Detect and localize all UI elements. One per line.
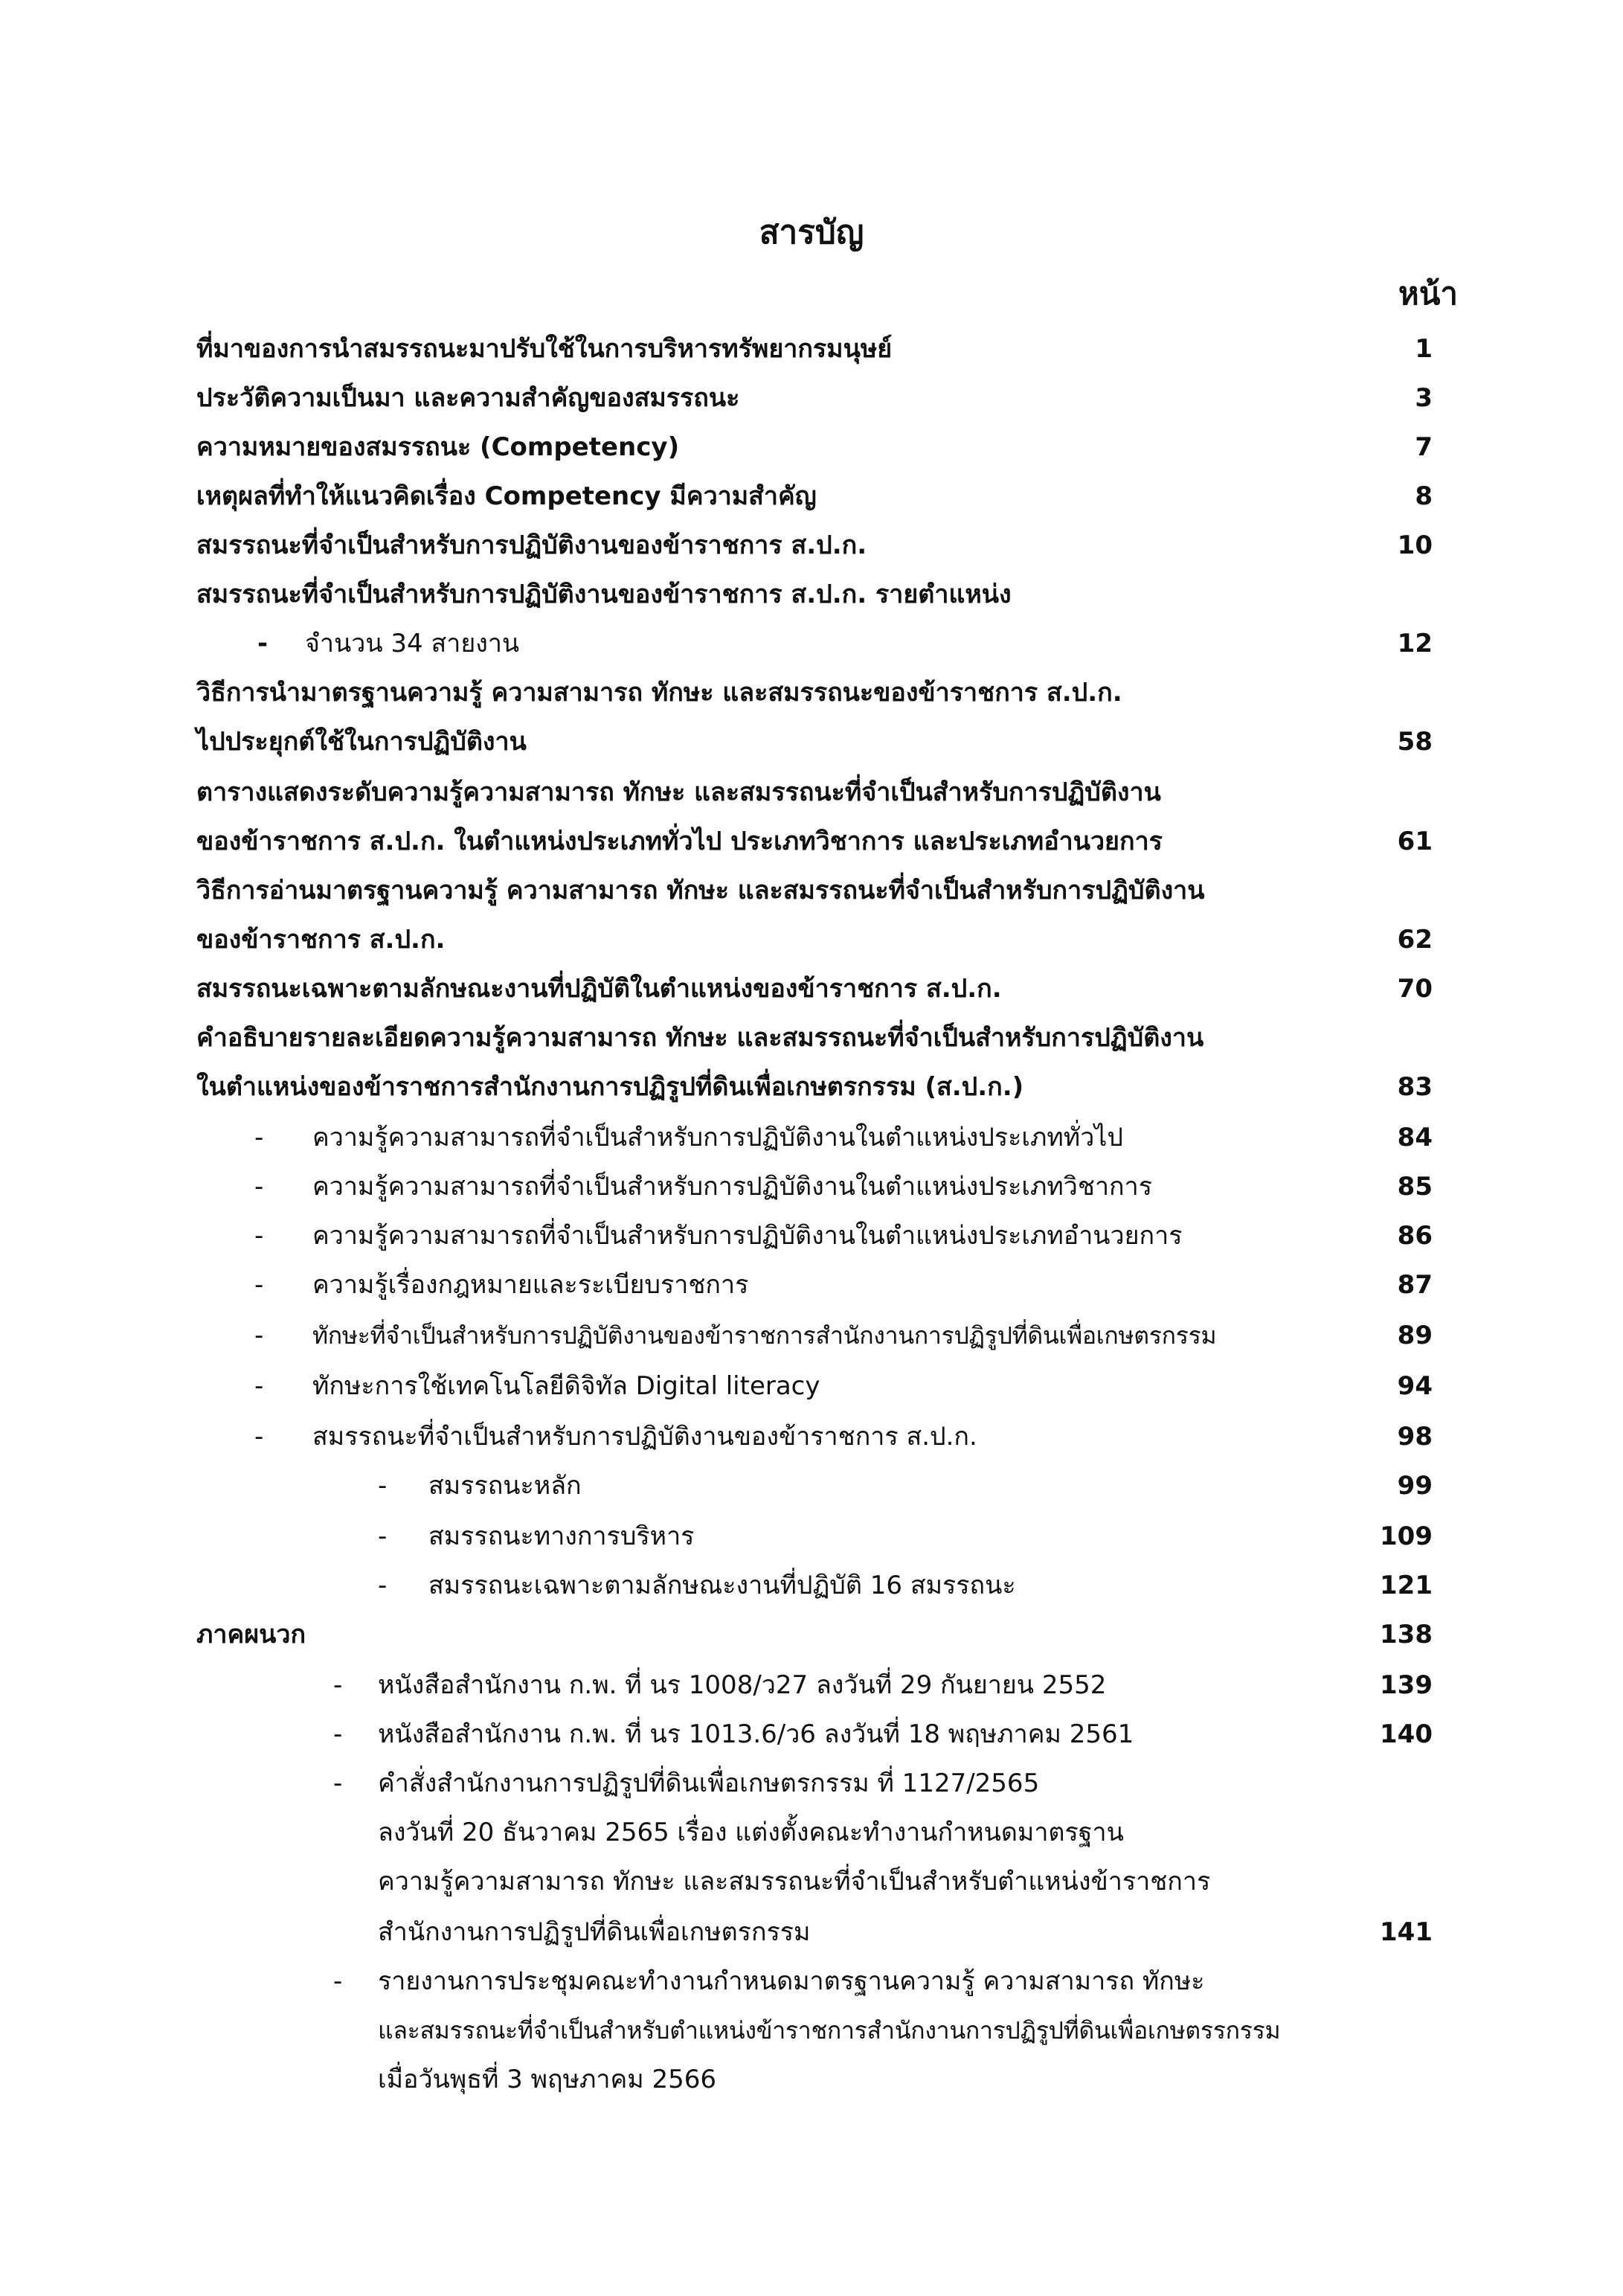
toc-entry-label: รายงานการประชุมคณะทำงานกำหนดมาตรฐานความรู้ ความสามารถ ทักษะ: [378, 1966, 1205, 1996]
toc-subentry: [0, 1113, 1623, 1162]
toc-entry-label: คำสั่งสำนักงานการปฏิรูปที่ดินเพื่อเกษตรกรรม ที่ 1127/2565: [378, 1769, 1040, 1798]
toc-continuation: [0, 1857, 1623, 1906]
bullet-dash: -: [333, 1670, 343, 1700]
bullet-dash: -: [257, 629, 269, 658]
toc-subentry: [0, 1311, 1623, 1360]
toc-entry-label: หนังสือสำนักงาน ก.พ. ที่ นร 1013.6/ว6 ลงวันที่ 18 พฤษภาคม 2561: [378, 1719, 1134, 1749]
bullet-dash: -: [254, 1422, 264, 1452]
toc-entry-label: วิธีการนำมาตรฐานความรู้ ความสามารถ ทักษะ และสมรรถนะของข้าราชการ ส.ป.ก.: [196, 678, 1122, 708]
toc-entry: [0, 768, 1623, 817]
toc-entry: [0, 717, 1623, 766]
bullet-dash: -: [378, 1521, 388, 1551]
toc-entry-label: เหตุผลที่ทำให้แนวคิดเรื่อง Competency มีความสำคัญ: [196, 481, 817, 511]
toc-subentry: [0, 619, 1623, 668]
bullet-dash: -: [254, 1221, 264, 1251]
toc-subentry: [0, 1211, 1623, 1260]
toc-subentry: [0, 1362, 1623, 1411]
toc-subentry: [0, 1162, 1623, 1211]
toc-entry: [0, 817, 1623, 866]
toc-entry-label: ความรู้ความสามารถที่จำเป็นสำหรับการปฏิบัติงานในตำแหน่งประเภททั่วไป: [312, 1123, 1123, 1152]
toc-entry-page: 94: [1397, 1371, 1433, 1401]
bullet-dash: -: [333, 1966, 343, 1996]
toc-entry: [0, 472, 1623, 521]
toc-subentry: [0, 1512, 1623, 1561]
toc-entry-label: สมรรถนะเฉพาะตามลักษณะงานที่ปฏิบัติ 16 สมรรถนะ: [428, 1571, 1016, 1600]
toc-entry-page: 8: [1415, 481, 1433, 511]
toc-entry-label: สำนักงานการปฏิรูปที่ดินเพื่อเกษตรกรรม: [378, 1917, 811, 1947]
toc-continuation: [0, 1908, 1623, 1957]
bullet-dash: -: [254, 1270, 264, 1300]
toc-entry-page: 58: [1397, 727, 1433, 757]
toc-entry-page: 7: [1415, 432, 1433, 462]
toc-entry-page: 89: [1397, 1321, 1433, 1350]
toc-entry: [0, 964, 1623, 1013]
toc-entry-page: 1: [1415, 334, 1433, 364]
toc-entry: [0, 866, 1623, 915]
bullet-dash: -: [254, 1371, 264, 1401]
toc-entry-label: วิธีการอ่านมาตรฐานความรู้ ความสามารถ ทักษะ และสมรรถนะที่จำเป็นสำหรับการปฏิบัติงาน: [196, 876, 1205, 905]
toc-entry-page: 70: [1397, 974, 1433, 1004]
page-title: สารบัญ: [759, 214, 864, 251]
toc-entry-label: ความหมายของสมรรถนะ (Competency): [196, 432, 680, 462]
toc-entry-label: ความรู้ความสามารถที่จำเป็นสำหรับการปฏิบัติงานในตำแหน่งประเภทอำนวยการ: [312, 1221, 1183, 1251]
toc-entry: [0, 373, 1623, 423]
toc-entry-page: 138: [1380, 1620, 1433, 1649]
toc-entry-label: เมื่อวันพุธที่ 3 พฤษภาคม 2566: [378, 2065, 717, 2094]
toc-subentry: [0, 1461, 1623, 1510]
toc-continuation: [0, 1808, 1623, 1857]
toc-entry-label: ความรู้ความสามารถ ทักษะ และสมรรถนะที่จำเป็นสำหรับตำแหน่งข้าราชการ: [378, 1867, 1211, 1896]
bullet-dash: -: [254, 1321, 264, 1350]
bullet-dash: -: [333, 1719, 343, 1749]
toc-entry-label: ไปประยุกต์ใช้ในการปฏิบัติงาน: [196, 727, 527, 757]
toc-entry: [0, 1013, 1623, 1062]
toc-subentry: [0, 1759, 1623, 1808]
toc-entry: [0, 1610, 1623, 1659]
toc-subentry: [0, 1957, 1623, 2006]
toc-entry-label: ทักษะที่จำเป็นสำหรับการปฏิบัติงานของข้าราชการสำนักงานการปฏิรูปที่ดินเพื่อเกษตรกรรม: [312, 1321, 1217, 1350]
toc-entry-label: ตารางแสดงระดับความรู้ความสามารถ ทักษะ และสมรรถนะที่จำเป็นสำหรับการปฏิบัติงาน: [196, 777, 1161, 807]
page-column-header: หน้า: [1398, 275, 1458, 312]
toc-entry-page: 140: [1380, 1719, 1433, 1749]
toc-entry-page: 85: [1397, 1172, 1433, 1202]
bullet-dash: -: [254, 1123, 264, 1152]
toc-entry-page: 87: [1397, 1270, 1433, 1300]
toc-entry: [0, 1062, 1623, 1112]
toc-entry-label: สมรรถนะที่จำเป็นสำหรับการปฏิบัติงานของข้าราชการ ส.ป.ก.: [312, 1422, 977, 1452]
toc-subentry: [0, 1412, 1623, 1461]
toc-entry: [0, 324, 1623, 373]
toc-entry-page: 139: [1380, 1670, 1433, 1700]
toc-entry-label: หนังสือสำนักงาน ก.พ. ที่ นร 1008/ว27 ลงวันที่ 29 กันยายน 2552: [378, 1670, 1107, 1700]
toc-entry: [0, 570, 1623, 619]
toc-entry-label: ความรู้เรื่องกฎหมายและระเบียบราชการ: [312, 1270, 749, 1300]
toc-continuation: [0, 2055, 1623, 2104]
toc-entry: [0, 521, 1623, 570]
bullet-dash: -: [378, 1571, 388, 1600]
toc-entry-label: สมรรถนะที่จำเป็นสำหรับการปฏิบัติงานของข้าราชการ ส.ป.ก. รายตำแหน่ง: [196, 580, 1012, 609]
bullet-dash: -: [378, 1471, 388, 1501]
toc-subentry: [0, 1661, 1623, 1710]
toc-continuation: [0, 2006, 1623, 2055]
toc-entry-page: 61: [1397, 827, 1433, 856]
toc-subentry: [0, 1561, 1623, 1610]
toc-entry-page: 3: [1415, 383, 1433, 413]
toc-entry-page: 86: [1397, 1221, 1433, 1251]
toc-entry-label: ความรู้ความสามารถที่จำเป็นสำหรับการปฏิบัติงานในตำแหน่งประเภทวิชาการ: [312, 1172, 1152, 1202]
toc-subentry: [0, 1260, 1623, 1309]
toc-subentry: [0, 1710, 1623, 1759]
bullet-dash: -: [333, 1769, 343, 1798]
toc-entry-label: ประวัติความเป็นมา และความสำคัญของสมรรถนะ: [196, 383, 740, 413]
toc-entry-label: ที่มาของการนำสมรรถนะมาปรับใช้ในการบริหารทรัพยากรมนุษย์: [196, 334, 893, 364]
toc-entry-label: และสมรรถนะที่จำเป็นสำหรับตำแหน่งข้าราชการสำนักงานการปฏิรูปที่ดินเพื่อเกษตรรกรรม: [378, 2016, 1281, 2045]
toc-entry-label: ของข้าราชการ ส.ป.ก.: [196, 925, 446, 955]
toc-entry-label: ทักษะการใช้เทคโนโลยีดิจิทัล Digital literacy: [312, 1371, 820, 1401]
bullet-dash: -: [254, 1172, 264, 1202]
toc-entry-label: จำนวน 34 สายงาน: [305, 629, 520, 658]
toc-entry-label: สมรรถนะเฉพาะตามลักษณะงานที่ปฏิบัติในตำแหน่งของข้าราชการ ส.ป.ก.: [196, 974, 1002, 1004]
toc-entry-page: 10: [1397, 530, 1433, 560]
toc-entry-page: 84: [1397, 1123, 1433, 1152]
toc-entry-page: 83: [1397, 1072, 1433, 1102]
toc-entry-page: 141: [1380, 1917, 1433, 1947]
toc-entry-label: ในตำแหน่งของข้าราชการสำนักงานการปฏิรูปที่ดินเพื่อเกษตรกรรม (ส.ป.ก.): [196, 1072, 1024, 1102]
toc-entry: [0, 915, 1623, 964]
toc-entry-label: สมรรถนะที่จำเป็นสำหรับการปฏิบัติงานของข้าราชการ ส.ป.ก.: [196, 530, 867, 560]
toc-entry-label: สมรรถนะหลัก: [428, 1471, 582, 1501]
toc-entry: [0, 423, 1623, 472]
toc-entry-label: ลงวันที่ 20 ธันวาคม 2565 เรื่อง แต่งตั้งคณะทำงานกำหนดมาตรฐาน: [378, 1818, 1124, 1847]
toc-entry-page: 99: [1397, 1471, 1433, 1501]
toc-entry-page: 12: [1397, 629, 1433, 658]
toc-entry-page: 109: [1380, 1521, 1433, 1551]
toc-entry-label: ภาคผนวก: [196, 1620, 306, 1649]
toc-entry-label: สมรรถนะทางการบริหาร: [428, 1521, 695, 1551]
toc-entry-page: 62: [1397, 925, 1433, 955]
toc-entry: [0, 668, 1623, 717]
toc-entry-label: คำอธิบายรายละเอียดความรู้ความสามารถ ทักษะ และสมรรถนะที่จำเป็นสำหรับการปฏิบัติงาน: [196, 1023, 1204, 1053]
toc-entry-label: ของข้าราชการ ส.ป.ก. ในตำแหน่งประเภททั่วไป ประเภทวิชาการ และประเภทอำนวยการ: [196, 827, 1163, 856]
toc-entry-page: 121: [1380, 1571, 1433, 1600]
toc-entry-page: 98: [1397, 1422, 1433, 1452]
